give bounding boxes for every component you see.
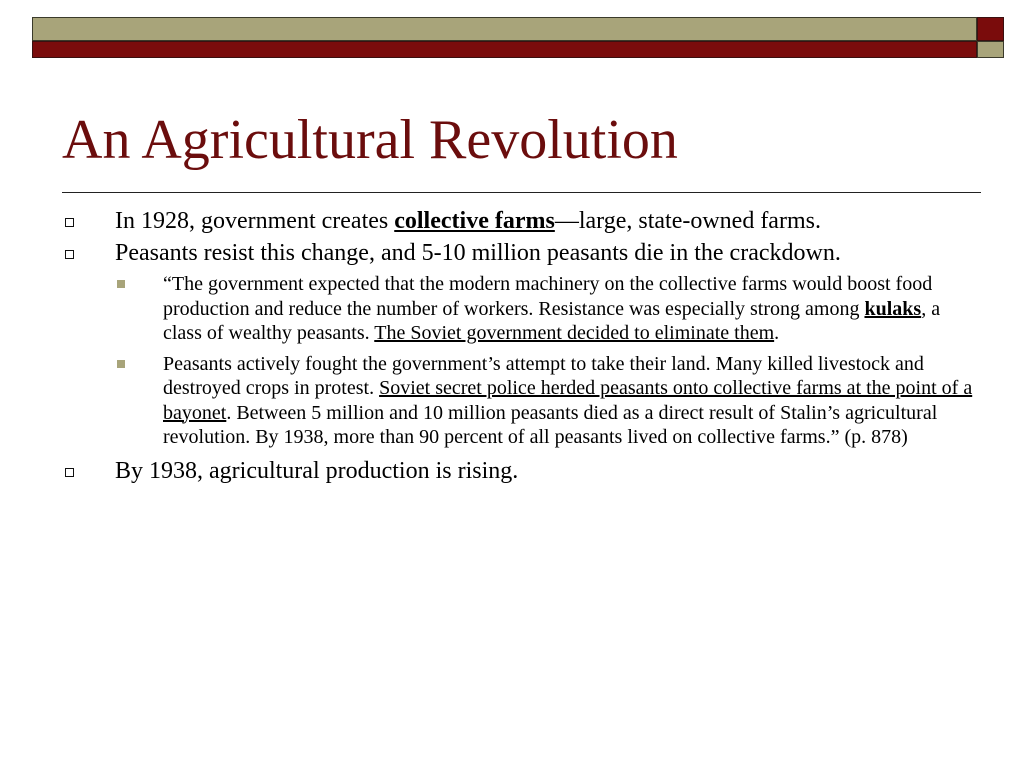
bullet-text: By 1938, agricultural production is rising.	[115, 457, 519, 484]
sub-bullet-kulaks	[62, 272, 982, 346]
bullet-text: In 1928, government creates	[115, 208, 395, 234]
bullet-term: collective farms	[394, 208, 555, 234]
bullet-text: —large, state-owned farms.	[554, 208, 821, 234]
sub-bullet-text: , a class of wealthy peasants.	[163, 297, 941, 344]
title-divider	[62, 192, 981, 193]
header-corner-olive	[977, 41, 1004, 58]
slide-title: An Agricultural Revolution	[62, 109, 678, 171]
sub-bullet-resistance	[62, 352, 982, 450]
sub-bullet-underlined: Soviet secret police herded peasants onto collective farms at the point of a bayonet	[163, 377, 973, 424]
filled-square-bullet-icon	[117, 360, 125, 368]
filled-square-bullet-icon	[117, 280, 125, 288]
sub-bullet-text: . Between 5 million and 10 million peasants died as a direct result of Stalin’s agricultural revolution. By 1938, more than 90 percent of all peasants lived on collective farms.” (p. 878)	[163, 401, 938, 448]
bullet-peasants-resist	[62, 240, 982, 267]
sub-bullet-text: Peasants actively fought the government’s attempt to take their land. Many killed livestock and destroyed crops in protest.	[163, 352, 924, 399]
sub-bullet-term: kulaks	[864, 297, 922, 320]
header-band-maroon	[32, 41, 977, 58]
header-corner-maroon	[977, 17, 1004, 41]
slide-body	[62, 208, 982, 490]
hollow-square-bullet-icon	[65, 250, 74, 259]
hollow-square-bullet-icon	[65, 218, 74, 227]
bullet-collective-farms	[62, 208, 982, 235]
bullet-production-rising	[62, 458, 982, 485]
sub-bullet-text: “The government expected that the modern machinery on the collective farms would boost food production and reduce the number of workers. Resistance was especially strong among	[163, 273, 933, 320]
hollow-square-bullet-icon	[65, 468, 74, 477]
header-band-olive	[32, 17, 977, 41]
sub-bullet-underlined: The Soviet government decided to eliminate them	[374, 322, 775, 344]
sub-bullet-list	[62, 272, 982, 450]
sub-bullet-text: .	[774, 322, 780, 344]
bullet-text: Peasants resist this change, and 5-10 million peasants die in the crackdown.	[115, 240, 841, 266]
